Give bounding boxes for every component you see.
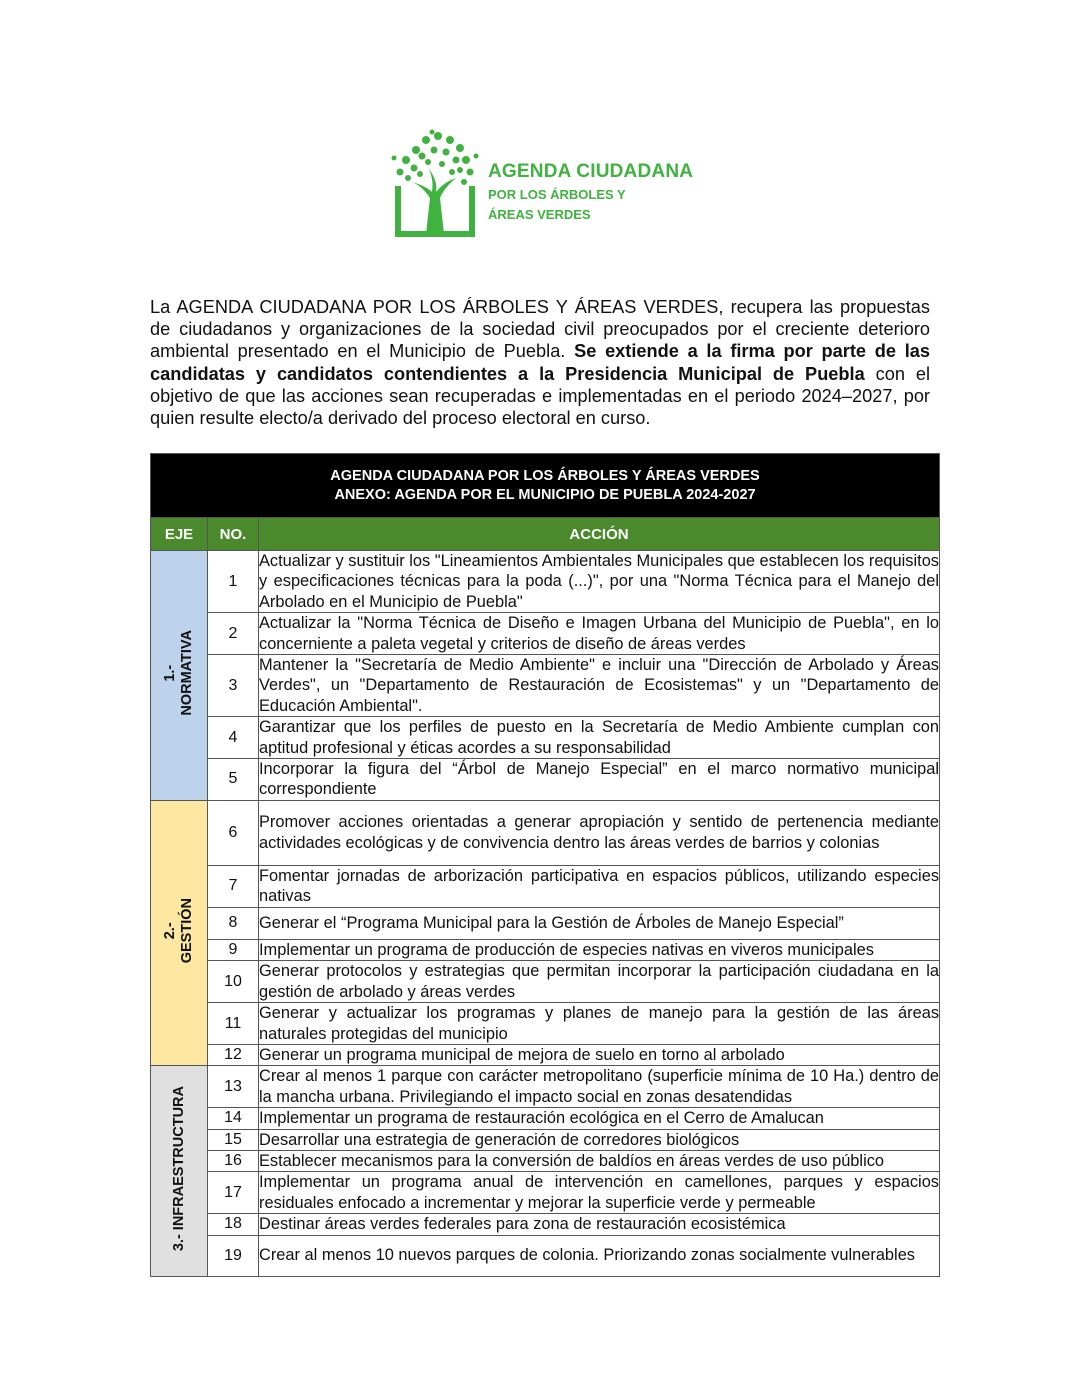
row-number: 13 <box>208 1066 259 1108</box>
intro-text-end: con el objetivo de que las acciones sean recuperadas e implementadas en el periodo 2024–2027, por quien resulte electo/a derivado del proceso electoral en curso. <box>150 363 930 429</box>
table-title-line2: ANEXO: AGENDA POR EL MUNICIPIO DE PUEBLA 2024-2027 <box>334 486 756 503</box>
row-action: Generar un programa municipal de mejora de suelo en torno al arbolado <box>259 1044 940 1065</box>
table-row <box>151 551 940 613</box>
row-action: Generar y actualizar los programas y planes de manejo para la gestión de las áreas naturales protegidas del municipio <box>259 1004 940 1043</box>
row-number: 14 <box>208 1108 259 1129</box>
eje-gestion <box>151 800 208 1065</box>
row-number: 3 <box>208 655 259 717</box>
table-row <box>151 1003 940 1045</box>
row-action: Incorporar la figura del “Árbol de Manejo Especial” en el marco normativo municipal correspondiente <box>259 760 940 799</box>
eje-normativa <box>151 551 208 801</box>
row-number: 7 <box>208 865 259 907</box>
agenda-table <box>150 453 940 1277</box>
table-row <box>151 865 940 907</box>
row-action: Generar el “Programa Municipal para la Gestión de Árboles de Manejo Especial” <box>259 907 940 939</box>
column-header-no: NO. <box>208 518 259 551</box>
row-action: Generar protocolos y estrategias que permitan incorporar la participación ciudadana en la gestión de arbolado y áreas verdes <box>259 962 940 1001</box>
row-number: 17 <box>208 1172 259 1214</box>
table-row <box>151 1235 940 1276</box>
row-number: 1 <box>208 551 259 613</box>
row-number: 19 <box>208 1235 259 1276</box>
table-row <box>151 1129 940 1150</box>
row-action: Desarrollar una estrategia de generación de corredores biológicos <box>259 1129 940 1150</box>
logo-subtitle-line2: ÁREAS VERDES <box>488 207 591 222</box>
row-action: Implementar un programa de restauración ecológica en el Cerro de Amalucan <box>259 1108 940 1129</box>
row-number: 6 <box>208 800 259 865</box>
row-number: 9 <box>208 939 259 960</box>
table-row <box>151 1044 940 1065</box>
table-row <box>151 1066 940 1108</box>
intro-paragraph <box>150 296 930 429</box>
column-header-row <box>151 518 940 551</box>
table-title-row <box>151 454 940 518</box>
agenda-logo <box>386 128 706 238</box>
row-number: 5 <box>208 759 259 801</box>
table-row <box>151 1108 940 1129</box>
row-action: Fomentar jornadas de arborización participativa en espacios públicos, utilizando especies nativas <box>259 866 940 906</box>
table-title-line1: AGENDA CIUDADANA POR LOS ÁRBOLES Y ÁREAS VERDES <box>330 467 760 484</box>
row-action: Actualizar y sustituir los "Lineamientos Ambientales Municipales que establecen los requisitos y especificaciones técnicas para la poda (...)", por una "Norma Técnica para el Manejo del Arbolado en el Municipio de Puebla" <box>259 552 940 611</box>
row-action: Garantizar que los perfiles de puesto en la Secretaría de Medio Ambiente cumplan con aptitud profesional y éticas acordes a su responsabilidad <box>259 718 940 757</box>
intro-bold-text: Se extiende a la firma por parte de las candidatas y candidatos contendientes a la Presidencia Municipal de Puebla <box>150 341 930 384</box>
row-number: 2 <box>208 613 259 655</box>
row-action: Crear al menos 1 parque con carácter metropolitano (superficie mínima de 10 Ha.) dentro de la mancha urbana. Privilegiando el impacto social en zonas desatendidas <box>259 1067 940 1106</box>
row-action: Crear al menos 10 nuevos parques de colonia. Priorizando zonas socialmente vulnerables <box>259 1235 940 1276</box>
logo-subtitle-line1: POR LOS ÁRBOLES Y <box>488 187 626 202</box>
row-number: 12 <box>208 1044 259 1065</box>
row-action: Destinar áreas verdes federales para zona de restauración ecosistémica <box>259 1214 940 1235</box>
table-row <box>151 961 940 1003</box>
table-row <box>151 613 940 655</box>
intro-text-start: La AGENDA CIUDADANA POR LOS ÁRBOLES Y ÁREAS VERDES, recupera las propuestas de ciudadanos y organizaciones de la sociedad civil preocupados por el creciente deterioro ambiental presentado en el Municipio de Puebla. <box>150 297 930 362</box>
logo-text <box>488 162 693 221</box>
eje-label: 1.- NORMATIVA <box>162 630 195 716</box>
row-number: 11 <box>208 1003 259 1045</box>
eje-infraestructura <box>151 1066 208 1276</box>
table-row <box>151 1214 940 1235</box>
row-number: 10 <box>208 961 259 1003</box>
eje-label: 3.- INFRAESTRUCTURA <box>170 1085 187 1251</box>
row-action: Promover acciones orientadas a generar apropiación y sentido de pertenencia mediante actividades ecológicas y de convivencia dentro las áreas verdes de barrios y colonias <box>259 800 940 865</box>
table-row <box>151 655 940 717</box>
column-header-eje: EJE <box>151 518 208 551</box>
row-action: Actualizar la "Norma Técnica de Diseño e Imagen Urbana del Municipio de Puebla", en lo concerniente a paleta vegetal y criterios de diseño de áreas verdes <box>259 614 940 653</box>
table-row <box>151 717 940 759</box>
logo-title: AGENDA CIUDADANA <box>488 161 694 182</box>
table-row <box>151 907 940 939</box>
tree-logo-icon <box>386 128 486 238</box>
row-number: 15 <box>208 1129 259 1150</box>
row-action: Establecer mecanismos para la conversión de baldíos en áreas verdes de uso público <box>259 1150 940 1171</box>
table-title <box>151 454 940 518</box>
table-row <box>151 759 940 801</box>
table-row <box>151 1150 940 1171</box>
row-action: Mantener la "Secretaría de Medio Ambiente" e incluir una "Dirección de Arbolado y Áreas Verdes", un "Departamento de Restauración de Ecosistemas" y un "Departamento de Educación Ambiental". <box>259 656 940 715</box>
row-number: 18 <box>208 1214 259 1235</box>
row-number: 16 <box>208 1150 259 1171</box>
table-row <box>151 939 940 960</box>
column-header-accion: ACCIÓN <box>259 518 940 551</box>
row-number: 4 <box>208 717 259 759</box>
eje-label: 2.- GESTIÓN <box>162 897 195 964</box>
row-action: Implementar un programa anual de intervención en camellones, parques y espacios residuales enfocado a incrementar y mejorar la superficie verde y permeable <box>259 1173 940 1212</box>
table-row <box>151 1172 940 1214</box>
table-row <box>151 800 940 865</box>
row-number: 8 <box>208 907 259 939</box>
row-action: Implementar un programa de producción de especies nativas en viveros municipales <box>259 939 940 960</box>
